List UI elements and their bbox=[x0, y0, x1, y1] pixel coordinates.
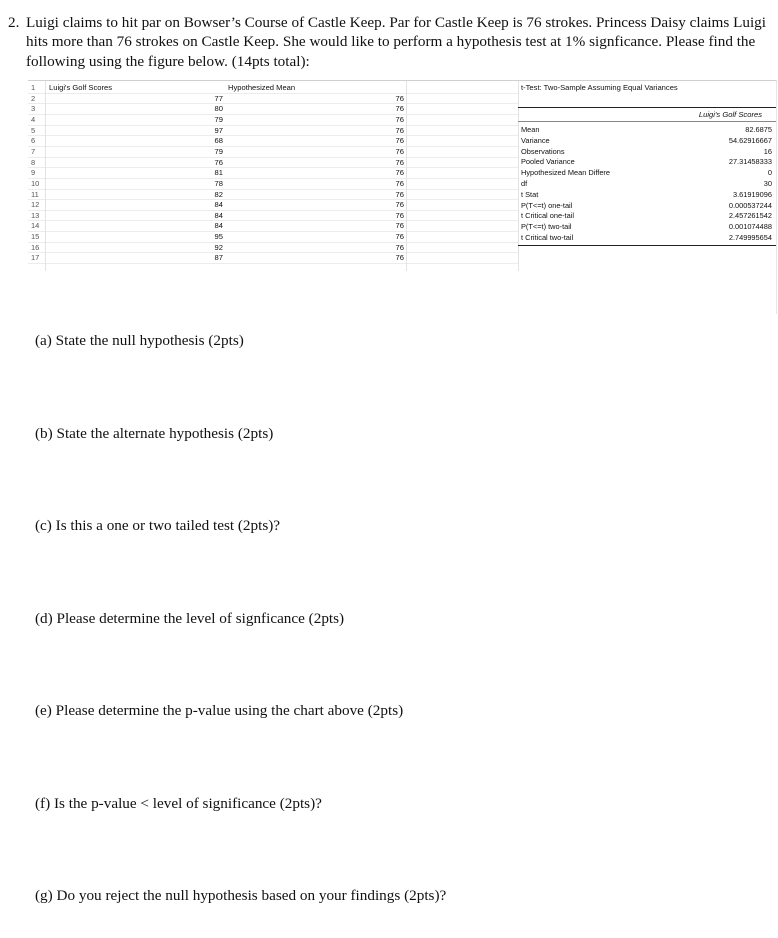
row-number: 14 bbox=[31, 221, 40, 231]
ttest-title: t-Test: Two-Sample Assuming Equal Variances bbox=[521, 83, 678, 92]
row-gridline bbox=[28, 114, 518, 115]
ttest-row-value: 27.31458333 bbox=[728, 157, 772, 167]
score-cell: 95 bbox=[214, 232, 223, 242]
row-gridline bbox=[28, 146, 518, 147]
question-b: (b) State the alternate hypothesis (2pts) bbox=[35, 425, 274, 442]
header-rule bbox=[518, 121, 776, 122]
ttest-col-header: Luigi's Golf Scores bbox=[698, 110, 762, 119]
col-a-header: Luigi's Golf Scores bbox=[49, 83, 113, 92]
ttest-row-label: t Stat bbox=[521, 189, 539, 199]
row-number: 15 bbox=[31, 232, 40, 242]
ttest-row-value: 82.6875 bbox=[745, 125, 772, 134]
row-gridline bbox=[28, 263, 518, 264]
question-f: (f) Is the p-value < level of significance (2pts)? bbox=[35, 795, 322, 812]
hyp-mean-cell: 76 bbox=[395, 210, 404, 220]
row-gridline bbox=[28, 93, 518, 94]
score-cell: 80 bbox=[214, 104, 223, 114]
question-a: (a) State the null hypothesis (2pts) bbox=[35, 332, 244, 349]
row-number: 8 bbox=[31, 157, 36, 167]
score-cell: 87 bbox=[214, 253, 223, 263]
ttest-row-label: Observations bbox=[521, 146, 565, 156]
col-b-header: Hypothesized Mean bbox=[228, 83, 296, 92]
score-cell: 84 bbox=[214, 200, 223, 210]
score-cell: 76 bbox=[214, 157, 223, 167]
ttest-row-value: 0 bbox=[767, 168, 772, 178]
ttest-row bbox=[518, 190, 776, 201]
hyp-mean-cell: 76 bbox=[395, 189, 404, 199]
score-cell: 77 bbox=[214, 93, 223, 103]
hyp-mean-cell: 76 bbox=[395, 114, 404, 124]
question-d: (d) Please determine the level of signficance (2pts) bbox=[35, 610, 345, 627]
score-cell: 79 bbox=[214, 114, 223, 124]
ttest-row bbox=[518, 168, 776, 179]
spreadsheet-figure bbox=[28, 80, 777, 314]
ttest-row bbox=[518, 136, 776, 147]
row-number: 10 bbox=[31, 178, 40, 188]
hyp-mean-cell: 76 bbox=[395, 146, 404, 156]
ttest-row-label: Mean bbox=[521, 125, 540, 134]
row-number: 2 bbox=[31, 93, 36, 103]
row-gridline bbox=[28, 252, 518, 253]
row-number: 11 bbox=[31, 189, 39, 199]
ttest-row bbox=[518, 125, 776, 136]
row-number: 17 bbox=[31, 253, 40, 263]
ttest-row bbox=[518, 211, 776, 222]
row-gridline bbox=[28, 210, 518, 211]
hyp-mean-cell: 76 bbox=[395, 157, 404, 167]
hyp-mean-cell: 76 bbox=[395, 232, 404, 242]
row-gridline bbox=[28, 242, 518, 243]
row-gridline bbox=[28, 231, 518, 232]
score-cell: 84 bbox=[214, 221, 223, 231]
row-number: 3 bbox=[31, 104, 36, 114]
row-number: 12 bbox=[31, 200, 40, 210]
ttest-row-label: Variance bbox=[521, 135, 550, 145]
ttest-row-value: 54.62916667 bbox=[728, 135, 772, 145]
ttest-row bbox=[518, 179, 776, 190]
score-cell: 84 bbox=[214, 210, 223, 220]
score-cell: 82 bbox=[214, 189, 223, 199]
ttest-row-value: 2.749995654 bbox=[728, 233, 772, 242]
ttest-row-label: df bbox=[521, 179, 528, 188]
row-gridline bbox=[28, 199, 518, 200]
row-gridline bbox=[28, 157, 518, 158]
ttest-row-value: 0.000537244 bbox=[728, 200, 772, 210]
ttest-row bbox=[518, 147, 776, 158]
row-gridline bbox=[28, 125, 518, 126]
row-number: 9 bbox=[31, 168, 36, 178]
row-number: 16 bbox=[31, 242, 40, 252]
ttest-row bbox=[518, 233, 776, 244]
problem-number: 2. bbox=[8, 14, 20, 31]
hyp-mean-cell: 76 bbox=[395, 200, 404, 210]
ttest-row-label: P(T<=t) one-tail bbox=[521, 200, 573, 210]
row-gridline bbox=[28, 189, 518, 190]
column-gridline bbox=[406, 81, 407, 271]
row-number: 13 bbox=[31, 210, 40, 220]
row-gridline bbox=[28, 220, 518, 221]
hyp-mean-cell: 76 bbox=[395, 168, 404, 178]
row-gridline bbox=[28, 178, 518, 179]
hyp-mean-cell: 76 bbox=[395, 242, 404, 252]
ttest-row-value: 0.001074488 bbox=[728, 222, 772, 232]
table-top-rule bbox=[518, 107, 776, 108]
row-gridline bbox=[28, 103, 518, 104]
hyp-mean-cell: 76 bbox=[395, 178, 404, 188]
problem-text: Luigi claims to hit par on Bowser’s Course of Castle Keep. Par for Castle Keep is 76 strokes. Princess Daisy claims Luigi hits more than 76 strokes on Castle Keep. She would like to perform a hypothesis test at 1% signficance. Please find the following using the figure below. (14pts total): bbox=[26, 14, 766, 70]
ttest-row-label: Pooled Variance bbox=[521, 157, 575, 167]
ttest-row-value: 3.61919096 bbox=[732, 189, 772, 199]
ttest-row bbox=[518, 157, 776, 168]
question-e: (e) Please determine the p-value using the chart above (2pts) bbox=[35, 702, 404, 719]
ttest-row-label: t Critical one-tail bbox=[521, 211, 574, 221]
hyp-mean-cell: 76 bbox=[395, 253, 404, 263]
hyp-mean-cell: 76 bbox=[395, 136, 404, 146]
hyp-mean-cell: 76 bbox=[395, 93, 404, 103]
ttest-row-label: P(T<=t) two-tail bbox=[521, 222, 572, 232]
problem-statement bbox=[8, 13, 768, 71]
ttest-row-value: 2.457261542 bbox=[728, 211, 772, 221]
row-number: 5 bbox=[31, 125, 36, 135]
ttest-row-label: t Critical two-tail bbox=[521, 233, 574, 242]
question-c: (c) Is this a one or two tailed test (2pts)? bbox=[35, 517, 281, 534]
hyp-mean-cell: 76 bbox=[395, 104, 404, 114]
row-gridline bbox=[28, 167, 518, 168]
ttest-row-value: 30 bbox=[763, 179, 772, 188]
row-number: 1 bbox=[31, 83, 36, 92]
score-cell: 79 bbox=[214, 146, 223, 156]
table-bottom-rule bbox=[518, 245, 776, 246]
ttest-row-value: 16 bbox=[763, 146, 772, 156]
row-gridline bbox=[28, 135, 518, 136]
score-cell: 81 bbox=[214, 168, 223, 178]
ttest-row-label: Hypothesized Mean Differe bbox=[521, 168, 611, 178]
question-g: (g) Do you reject the null hypothesis based on your findings (2pts)? bbox=[35, 887, 447, 904]
row-number: 6 bbox=[31, 136, 36, 146]
hyp-mean-cell: 76 bbox=[395, 221, 404, 231]
column-gridline bbox=[45, 81, 46, 271]
row-number: 4 bbox=[31, 114, 36, 124]
hyp-mean-cell: 76 bbox=[395, 125, 404, 135]
score-cell: 68 bbox=[214, 136, 223, 146]
score-cell: 92 bbox=[214, 242, 223, 252]
ttest-row bbox=[518, 222, 776, 233]
score-cell: 97 bbox=[214, 125, 223, 135]
ttest-row bbox=[518, 201, 776, 212]
row-number: 7 bbox=[31, 146, 36, 156]
score-cell: 78 bbox=[214, 178, 223, 188]
